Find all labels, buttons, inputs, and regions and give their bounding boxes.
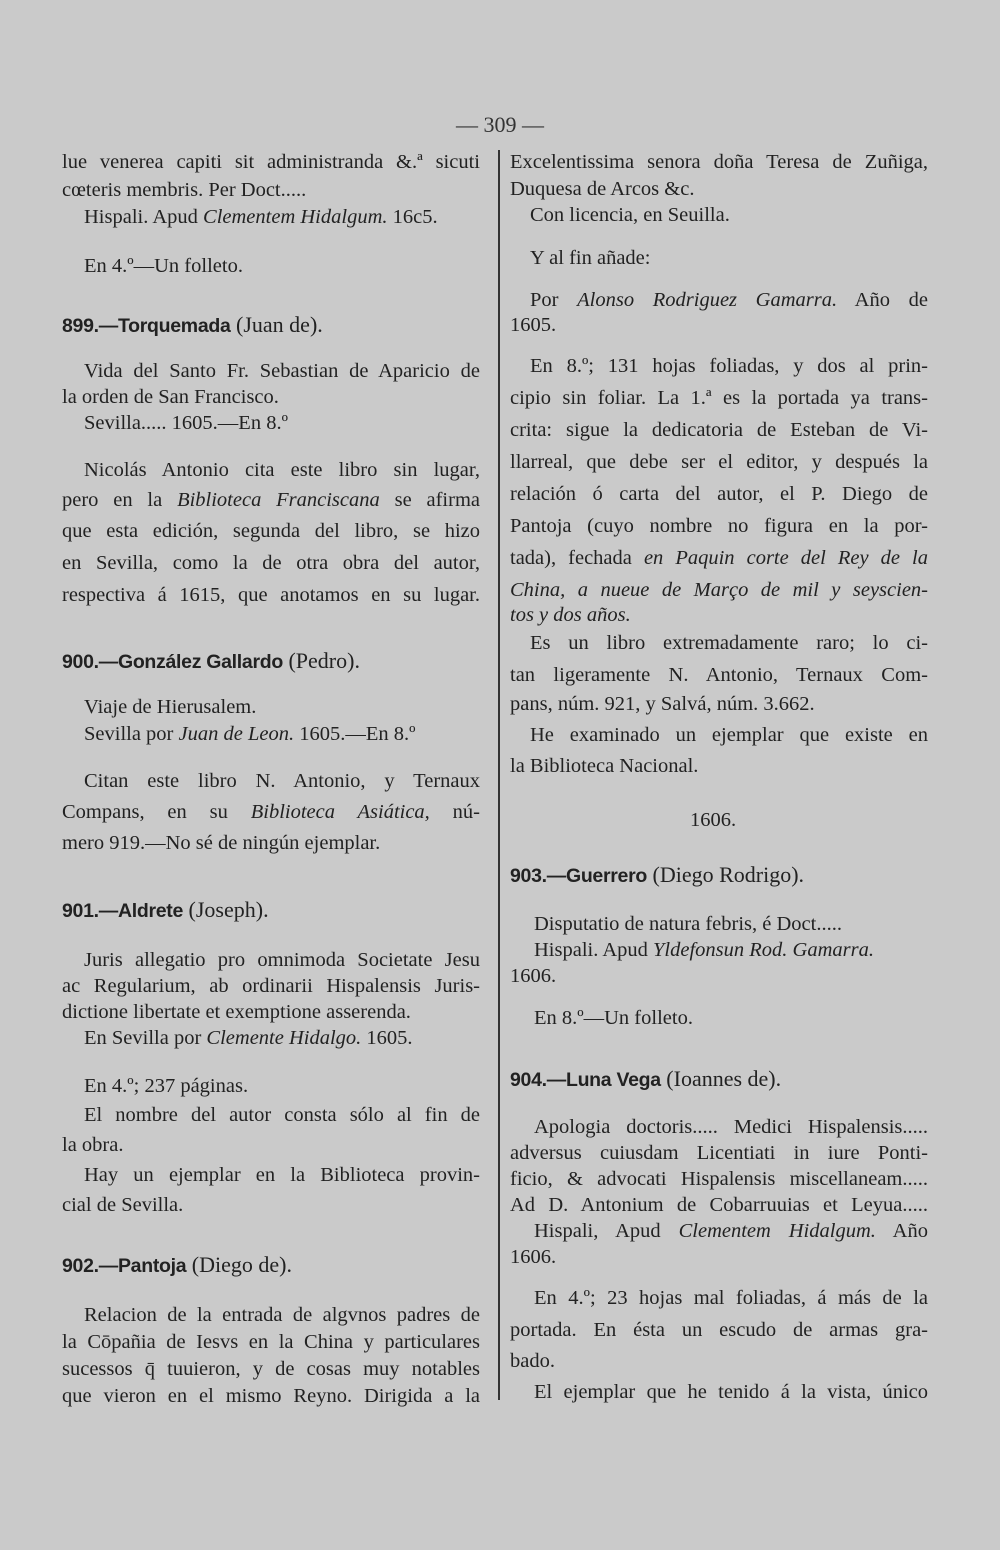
- text-line: Sevilla..... 1605.—En 8.º: [84, 412, 288, 434]
- text-line: Disputatio de natura febris, é Doct.....: [534, 913, 842, 935]
- text-line: Relacion de la entrada de algvnos padres de: [84, 1304, 480, 1326]
- entry-901-heading: 901.—Aldrete (Joseph).: [62, 897, 269, 922]
- imprint-line: Sevilla por Juan de Leon. 1605.—En 8.º: [84, 723, 416, 745]
- text-line: bado.: [510, 1350, 555, 1372]
- text-line: mero 919.—No sé de ningún ejemplar.: [62, 832, 381, 854]
- text-line: En 4.º; 23 hojas mal foliadas, á más de la: [534, 1287, 928, 1309]
- imprint-line: Hispali. Apud Yldefonsun Rod. Gamarra.: [534, 939, 874, 961]
- text-line: que vieron en el mismo Reyno. Dirigida a la: [62, 1385, 480, 1407]
- imprint-line: Hispali. Apud Clementem Hidalgum. 16c5.: [84, 206, 438, 228]
- text-line: la orden de San Francisco.: [62, 386, 279, 408]
- text-line: Vida del Santo Fr. Sebastian de Aparicio de: [84, 360, 480, 382]
- text-line: Viaje de Hierusalem.: [84, 696, 257, 718]
- entry-903-heading: 903.—Guerrero (Diego Rodrigo).: [510, 862, 805, 887]
- text-line: la Biblioteca Nacional.: [510, 755, 699, 777]
- entry-899-heading: 899.—Torquemada (Juan de).: [62, 312, 323, 337]
- text-line: pero en la Biblioteca Franciscana se afirma: [62, 489, 480, 511]
- text-line: sucessos q̄ tuuieron, y de cosas muy notables: [62, 1358, 480, 1380]
- text-line: El nombre del autor consta sólo al fin de: [84, 1104, 480, 1126]
- text-line: En 8.º; 131 hojas foliadas, y dos al prin-: [530, 355, 928, 377]
- text-line: Ad D. Antonium de Cobarruuias et Leyua.....: [510, 1194, 928, 1216]
- text-line: cipio sin foliar. La 1.ª es la portada ya trans-: [510, 387, 928, 409]
- text-line: Duquesa de Arcos &c.: [510, 178, 695, 200]
- text-line: dictione libertate et exemptione asserenda.: [62, 1001, 411, 1023]
- column-divider: [498, 150, 500, 1400]
- text-line: respectiva á 1615, que anotamos en su lugar.: [62, 584, 480, 606]
- text-line: relación ó carta del autor, el P. Diego de: [510, 483, 928, 505]
- text-line: tan ligeramente N. Antonio, Ternaux Com-: [510, 664, 928, 686]
- text-line: Hay un ejemplar en la Biblioteca provin-: [84, 1164, 480, 1186]
- text-line: adversus cuiusdam Licentiati in iure Ponti-: [510, 1142, 928, 1164]
- text-line: Compans, en su Biblioteca Asiática, nú-: [62, 801, 481, 823]
- text-line: He examinado un ejemplar que existe en: [530, 724, 928, 746]
- entry-904-heading: 904.—Luna Vega (Ioannes de).: [510, 1066, 782, 1091]
- text-line: En 4.º; 237 páginas.: [84, 1075, 249, 1097]
- text-line: tos y dos años.: [510, 604, 631, 626]
- text-line: en Sevilla, como la de otra obra del autor,: [62, 552, 480, 574]
- text-line: la Cōpañia de Iesvs en la China y particulares: [62, 1331, 480, 1353]
- text-line: pans, núm. 921, y Salvá, núm. 3.662.: [510, 693, 815, 715]
- text-line: Es un libro extremadamente raro; lo ci-: [530, 632, 928, 654]
- text-line: tada), fechada en Paquin corte del Rey de la: [510, 547, 929, 569]
- imprint-line: Hispali, Apud Clementem Hidalgum. Año: [534, 1220, 928, 1242]
- text-line: Apologia doctoris..... Medici Hispalensis.....: [534, 1116, 928, 1138]
- text-line: cial de Sevilla.: [62, 1194, 184, 1216]
- text-line: China, a nueue de Março de mil y seyscien-: [510, 579, 928, 601]
- format-line: En 4.º—Un folleto.: [84, 255, 243, 277]
- text-line: llarreal, que debe ser el editor, y después la: [510, 451, 928, 473]
- text-line: cœteris membris. Per Doct.....: [62, 179, 307, 201]
- text-line: ficio, & advocati Hispalensis miscellaneam.....: [510, 1168, 928, 1190]
- text-line: Y al fin añade:: [530, 247, 651, 269]
- text-line: que esta edición, segunda del libro, se hizo: [62, 520, 480, 542]
- text-line: 1605.: [510, 314, 557, 336]
- page-number: — 309 —: [456, 112, 544, 137]
- text-line: Nicolás Antonio cita este libro sin lugar,: [84, 459, 480, 481]
- text-line: Juris allegatio pro omnimoda Societate Jesu: [84, 949, 480, 971]
- text-line: 1606.: [510, 965, 557, 987]
- text-line: la obra.: [62, 1134, 124, 1156]
- year-heading: 1606.: [690, 809, 737, 831]
- text-line: Por Alonso Rodriguez Gamarra. Año de: [530, 289, 928, 311]
- imprint-line: En Sevilla por Clemente Hidalgo. 1605.: [84, 1027, 413, 1049]
- text-line: Pantoja (cuyo nombre no figura en la por-: [510, 515, 928, 537]
- text-line: lue venerea capiti sit administranda &.ª sicuti: [62, 151, 480, 173]
- text-line: crita: sigue la dedicatoria de Esteban de Vi-: [510, 419, 928, 441]
- text-line: El ejemplar que he tenido á la vista, único: [534, 1381, 928, 1403]
- text-line: portada. En ésta un escudo de armas gra-: [510, 1319, 928, 1341]
- text-line: Con licencia, en Seuilla.: [530, 204, 730, 226]
- text-line: Excelentissima senora doña Teresa de Zuñiga,: [510, 151, 928, 173]
- text-line: Citan este libro N. Antonio, y Ternaux: [84, 770, 480, 792]
- format-line: En 8.º—Un folleto.: [534, 1007, 693, 1029]
- text-line: ac Regularium, ab ordinarii Hispalensis Juris-: [62, 975, 480, 997]
- entry-902-heading: 902.—Pantoja (Diego de).: [62, 1252, 292, 1277]
- text-line: 1606.: [510, 1246, 557, 1268]
- entry-900-heading: 900.—González Gallardo (Pedro).: [62, 648, 360, 673]
